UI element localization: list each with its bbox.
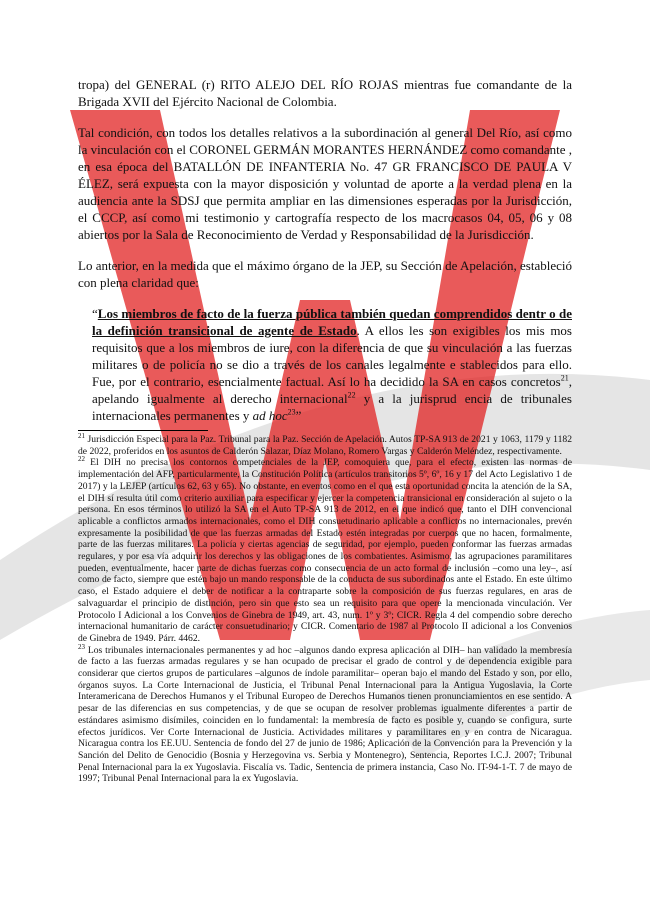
block-quote [92,305,572,424]
footnote-number: 22 [78,455,85,464]
footnote-22 [78,457,572,644]
paragraph: Lo anterior, en la medida que el máximo órgano de la JEP, su Sección de Apelación, estableció con plena claridad que: [78,258,572,290]
footnote-text: Jurisdicción Especial para la Paz. Tribunal para la Paz. Sección de Apelación. Autos TP-SA 913 de 2021 y 1063, 1179 y 1182 de 2022, proferidos en los asuntos de Calderón Salazar, Díaz Molano, Romero Vargas y Calderón Meléndez, respectivamente. [78,434,572,457]
quote-italic: ad hoc [252,408,288,423]
paragraph: Tal condición, con todos los detalles relativos a la subordinación al general Del Río, así como la vinculación con el CORONEL GERMÁN MORANTES HERNÁNDEZ como comandante , en esa época del BATALLÓN DE INFANTERIA No. 47 GR FRANCISCO DE PAULA V ÉLEZ, será expuesta con la mayor disposición y voluntad de aporte a la verdad plena en la audiencia ante la SDSJ que permita ampliar en las dimensiones esperadas por la Jurisdicción, el CCCP, así como mi testimonio y cartografía respecto de los macrocasos 04, 05, 06 y 08 abiertos por la Sala de Reconocimiento de Verdad y Responsabilidad de la Jurisdicción. [78,125,572,242]
paragraph: tropa) del GENERAL (r) RITO ALEJO DEL RÍO ROJAS mientras fue comandante de la Brigada XVII del Ejército Nacional de Colombia. [78,77,572,109]
footnote-ref-23[interactable]: 23 [287,407,296,417]
document-page [78,76,572,785]
footnote-text: El DIH no precisa los contornos competenciales de la JEP, comoquiera que, para el efecto, existen las normas de implementación del AFP, particularmente, la Constitución Política (artículos transitorios 5º, 6º, 16 y 17 del Acto Legislativo 1 de 2017) y la LEJEP (artículos 62, 63 y 65). No obstante, en eventos como en el que esta oportunidad concita la atención de la SA, el DIH sí resulta útil como criterio auxiliar para especificar y ejercer la competencia transicional en consideración al sujeto o la persona. En esos términos lo utilizó la SA en el Auto TP-SA 913 de 2012, en el que indicó que, tanto el DIH convencional aplicable a conflictos armados internacionales, como el DIH consuetudinario aplicable a conflictos no internacionales, prevén expresamente la posibilidad de que las fuerzas armadas del Estado estén integradas por cuerpos que no hacen, formalmente, parte de las fuerzas militares. La policía y ciertas agencias de seguridad, por ejemplo, pueden conformar las fuerzas armadas regulares, y por esa vía adquirir los derechos y las obligaciones de los combatientes. Asimismo, las agrupaciones paramilitares pueden, eventualmente, hacer parte de dichas fuerzas como consecuencia de un acto formal de inclusión –como una ley–, así como de facto, siempre que estén bajo un mando responsable de la conducta de sus subordinados ante el Estado. En este último caso, el Estado adquiere el deber de notificar a la contraparte sobre la composición de sus fuerzas regulares, en aras de salvaguardar el principio de distinción, pero sin que esto sea un requisito para que opere la mencionada vinculación. Ver Protocolo I Adicional a los Convenios de Ginebra de 1949, art. 43, num. 1º y 3º; CICR. Regla 4 del compendio sobre derecho internacional humanitario de carácter consuetudinario; y CICR. Comentario de 1987 al Protocolo II adicional a los Convenios de Ginebra de 1949. Párr. 4462. [78,457,572,644]
footnote-23 [78,642,572,785]
quote-text: , apelando igualmente al derecho internacional [92,374,572,406]
quote-emphasis: Los miembros de facto de la fuerza pública también quedan comprendidos dentr o de la definición transicional de agente de Estado [92,306,572,338]
footnote-text: Los tribunales internacionales permanentes y ad hoc –algunos dando expresa aplicación al DIH– han validado la membresía de facto a las fuerzas armadas regulares y se han ocupado de precisar el grado de control y de dependencia exigible para considerar que ciertos grupos de particulares –algunos de índole paramilitar– operan bajo el mando del Estado y son, por ello, órganos suyos. La Corte Internacional de Justicia, el Tribunal Penal Internacional para la Antigua Yugoslavia, la Corte Interamericana de Derechos Humanos y el Tribunal Europeo de Derechos Humanos tienen pronunciamientos en ese sentido. A pesar de las diferencias en sus competencias, y de que se ocupan de resolver problemas igualmente diferentes a partir de estándares asimismo disímiles, coinciden en lo fundamental: la membresía de facto es posible y, cuando se configura, surte efectos jurídicos. Ver Corte Internacional de Justicia. Actividades militares y paramilitares en y en contra de Nicaragua. Nicaragua contra los EE.UU. Sentencia de fondo del 27 de junio de 1986; Aplicación de la Convención para la Prevención y la Sanción del Delito de Genocidio (Bosnia y Herzegovina vs. Serbia y Montenegro), Sentencia, Reportes I.C.J. 2007; Tribunal Penal Internacional para la ex Yugoslavia. Fiscalía vs. Tadic, Sentencia de primera instancia, Caso No. IT-94-1-T. 7 de mayo de 1997; Tribunal Penal Internacional para la ex Yugoslavia. [78,644,572,785]
footnote-number: 23 [78,642,85,651]
quote-open: “ [92,306,98,321]
footnote-number: 21 [78,431,85,440]
quote-text: y a la jurisprud encia de tribunales internacionales permanentes y [92,391,572,423]
footnote-ref-21[interactable]: 21 [560,373,569,383]
quote-text: . A ellos les son exigibles los mis mos requisitos que a los miembros de iure, con la diferencia de que su vinculación a las fuerzas militares o de policía no se dio a través de los canales legalmente e stablecidos para ello. Fue, por el contrario, esencialmente factual. Así lo ha decidido la SA en casos concretos [92,323,572,389]
footnote-separator [78,430,208,431]
quote-close: ” [295,408,302,423]
footnote-ref-22[interactable]: 22 [347,390,356,400]
footnote-21 [78,431,572,457]
